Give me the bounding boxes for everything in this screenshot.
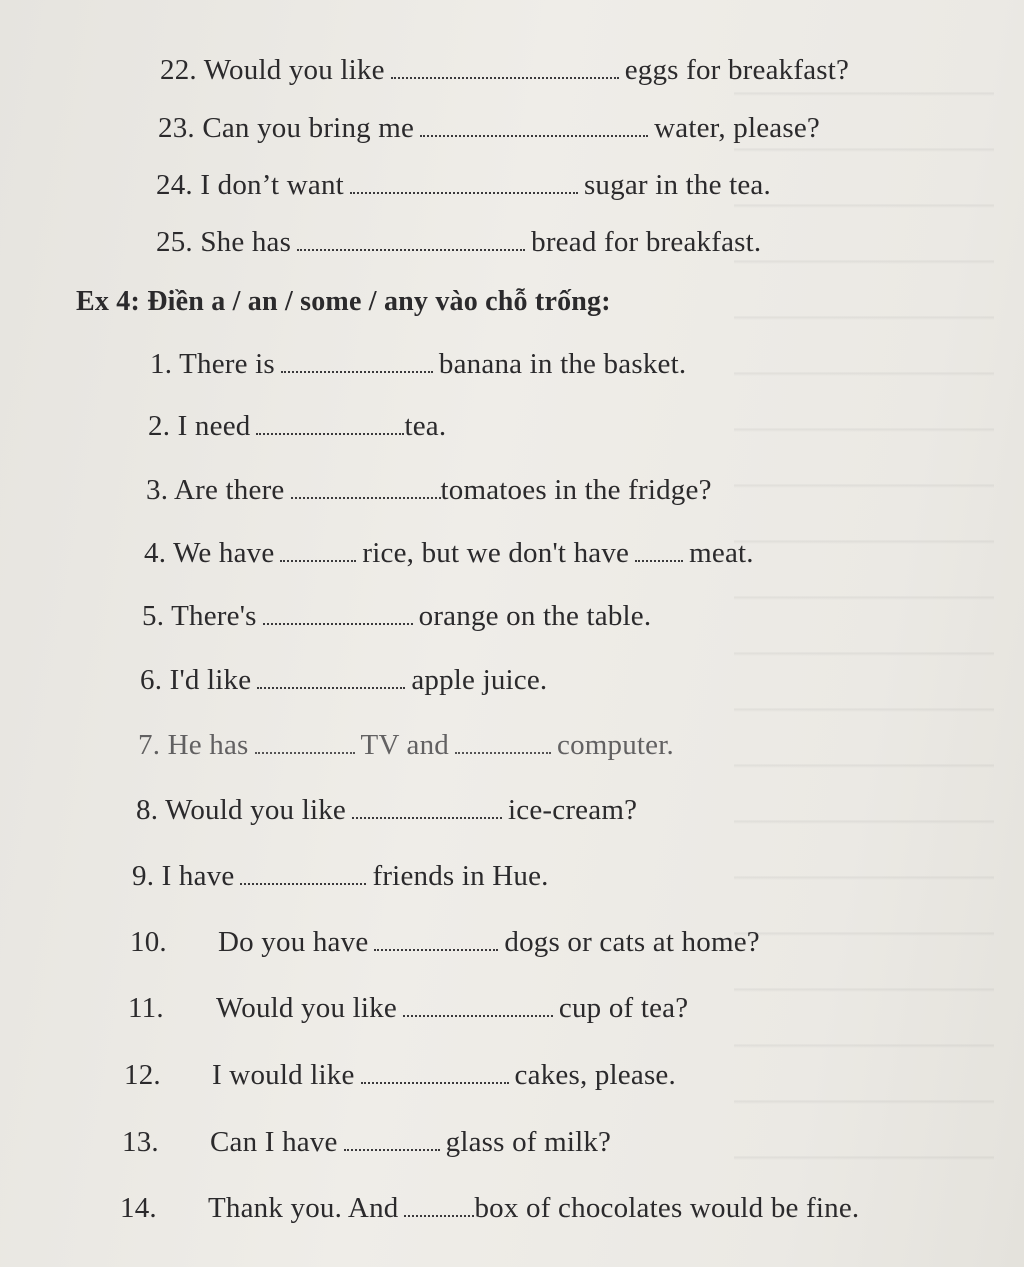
item-text-after: glass of milk? (445, 1126, 612, 1158)
item-text-after: orange on the table. (418, 600, 652, 632)
item-number: 7. (138, 729, 161, 761)
item-text-before: I need (177, 410, 251, 442)
ex4-item-8 (136, 792, 637, 828)
item-number: 5. (142, 600, 165, 632)
item-text-before: Would you like (165, 794, 346, 826)
item-text-before: We have (173, 537, 275, 569)
exercise-item-23 (158, 110, 820, 146)
ex4-item-2 (148, 408, 446, 444)
ex4-item-6 (140, 662, 547, 698)
answer-blank[interactable] (635, 538, 683, 562)
item-text-after: tea. (404, 410, 447, 442)
ex4-item-3 (146, 472, 712, 508)
answer-blank[interactable] (240, 861, 366, 885)
answer-blank[interactable] (257, 665, 405, 689)
answer-blank[interactable] (455, 730, 551, 754)
item-text-after: sugar in the tea. (583, 169, 771, 201)
ex4-item-14 (120, 1190, 859, 1226)
answer-blank[interactable] (420, 113, 648, 137)
item-text-before: Do you have (218, 926, 369, 958)
item-number: 6. (140, 664, 163, 696)
item-text-before: Would you like (203, 54, 385, 86)
item-text-before: There is (179, 348, 275, 380)
answer-blank[interactable] (391, 55, 619, 79)
item-text-before: There's (171, 600, 257, 632)
item-text-after: ice-cream? (508, 794, 638, 826)
answer-blank[interactable] (403, 993, 553, 1017)
item-text-after: dogs or cats at home? (504, 926, 760, 958)
answer-blank[interactable] (280, 538, 356, 562)
item-number: 12. (124, 1059, 161, 1091)
item-number: 11. (128, 992, 164, 1024)
ex4-item-5 (142, 598, 651, 634)
item-text-before: Would you like (216, 992, 397, 1024)
item-text-before: She has (200, 226, 292, 258)
exercise-item-24 (156, 167, 771, 203)
ex4-item-1 (150, 346, 686, 382)
answer-blank[interactable] (291, 475, 441, 499)
ex4-item-9 (132, 858, 549, 894)
item-number: 2. (148, 410, 171, 442)
item-number: 25. (156, 226, 193, 258)
item-text-after: apple juice. (411, 664, 548, 696)
item-number: 13. (122, 1126, 159, 1158)
ex4-item-12 (124, 1057, 676, 1093)
ex4-item-10 (130, 924, 760, 960)
exercise-item-22 (160, 52, 849, 88)
item-text-middle: TV and (360, 729, 449, 761)
item-text-after: water, please? (654, 112, 820, 144)
item-text-after: computer. (557, 729, 674, 761)
item-text-before: I don’t want (200, 169, 344, 201)
item-text-after: cakes, please. (514, 1059, 676, 1091)
item-text-before: Can I have (210, 1126, 338, 1158)
item-text-before: I have (161, 860, 235, 892)
bleed-through-texture (734, 40, 994, 1190)
answer-blank[interactable] (361, 1060, 509, 1084)
item-text-before: He has (167, 729, 249, 761)
answer-blank[interactable] (297, 227, 525, 251)
answer-blank[interactable] (281, 349, 433, 373)
item-number: 1. (150, 348, 173, 380)
item-text-after: meat. (689, 537, 754, 569)
item-number: 10. (130, 926, 167, 958)
item-number: 9. (132, 860, 155, 892)
answer-blank[interactable] (344, 1127, 440, 1151)
ex4-item-7 (138, 727, 674, 763)
item-text-after: banana in the basket. (438, 348, 687, 380)
exercise-heading: Ex 4: Điền a / an / some / any vào chỗ trống: (76, 286, 611, 317)
item-text-middle: rice, but we don't have (362, 537, 630, 569)
item-text-after: bread for breakfast. (531, 226, 762, 258)
answer-blank[interactable] (350, 170, 578, 194)
item-text-after: box of chocolates would be fine. (474, 1192, 860, 1224)
answer-blank[interactable] (263, 601, 413, 625)
item-number: 24. (156, 169, 193, 201)
item-text-before: I would like (212, 1059, 355, 1091)
ex4-item-13 (122, 1124, 611, 1160)
ex4-item-4 (144, 535, 754, 571)
item-number: 3. (146, 474, 169, 506)
item-number: 14. (120, 1192, 157, 1224)
exercise-item-25 (156, 224, 761, 260)
item-text-after: tomatoes in the fridge? (440, 474, 712, 506)
item-number: 4. (144, 537, 167, 569)
item-text-after: eggs for breakfast? (624, 54, 850, 86)
answer-blank[interactable] (255, 730, 355, 754)
ex4-item-11 (128, 990, 688, 1026)
item-text-before: Can you bring me (202, 112, 415, 144)
item-text-before: Are there (174, 474, 285, 506)
answer-blank[interactable] (374, 927, 498, 951)
item-text-after: cup of tea? (558, 992, 689, 1024)
item-number: 8. (136, 794, 159, 826)
answer-blank[interactable] (404, 1193, 474, 1217)
item-text-after: friends in Hue. (372, 860, 549, 892)
item-text-before: I'd like (169, 664, 252, 696)
item-number: 23. (158, 112, 195, 144)
answer-blank[interactable] (256, 411, 404, 435)
item-number: 22. (160, 54, 197, 86)
answer-blank[interactable] (352, 795, 502, 819)
item-text-before: Thank you. And (208, 1192, 399, 1224)
